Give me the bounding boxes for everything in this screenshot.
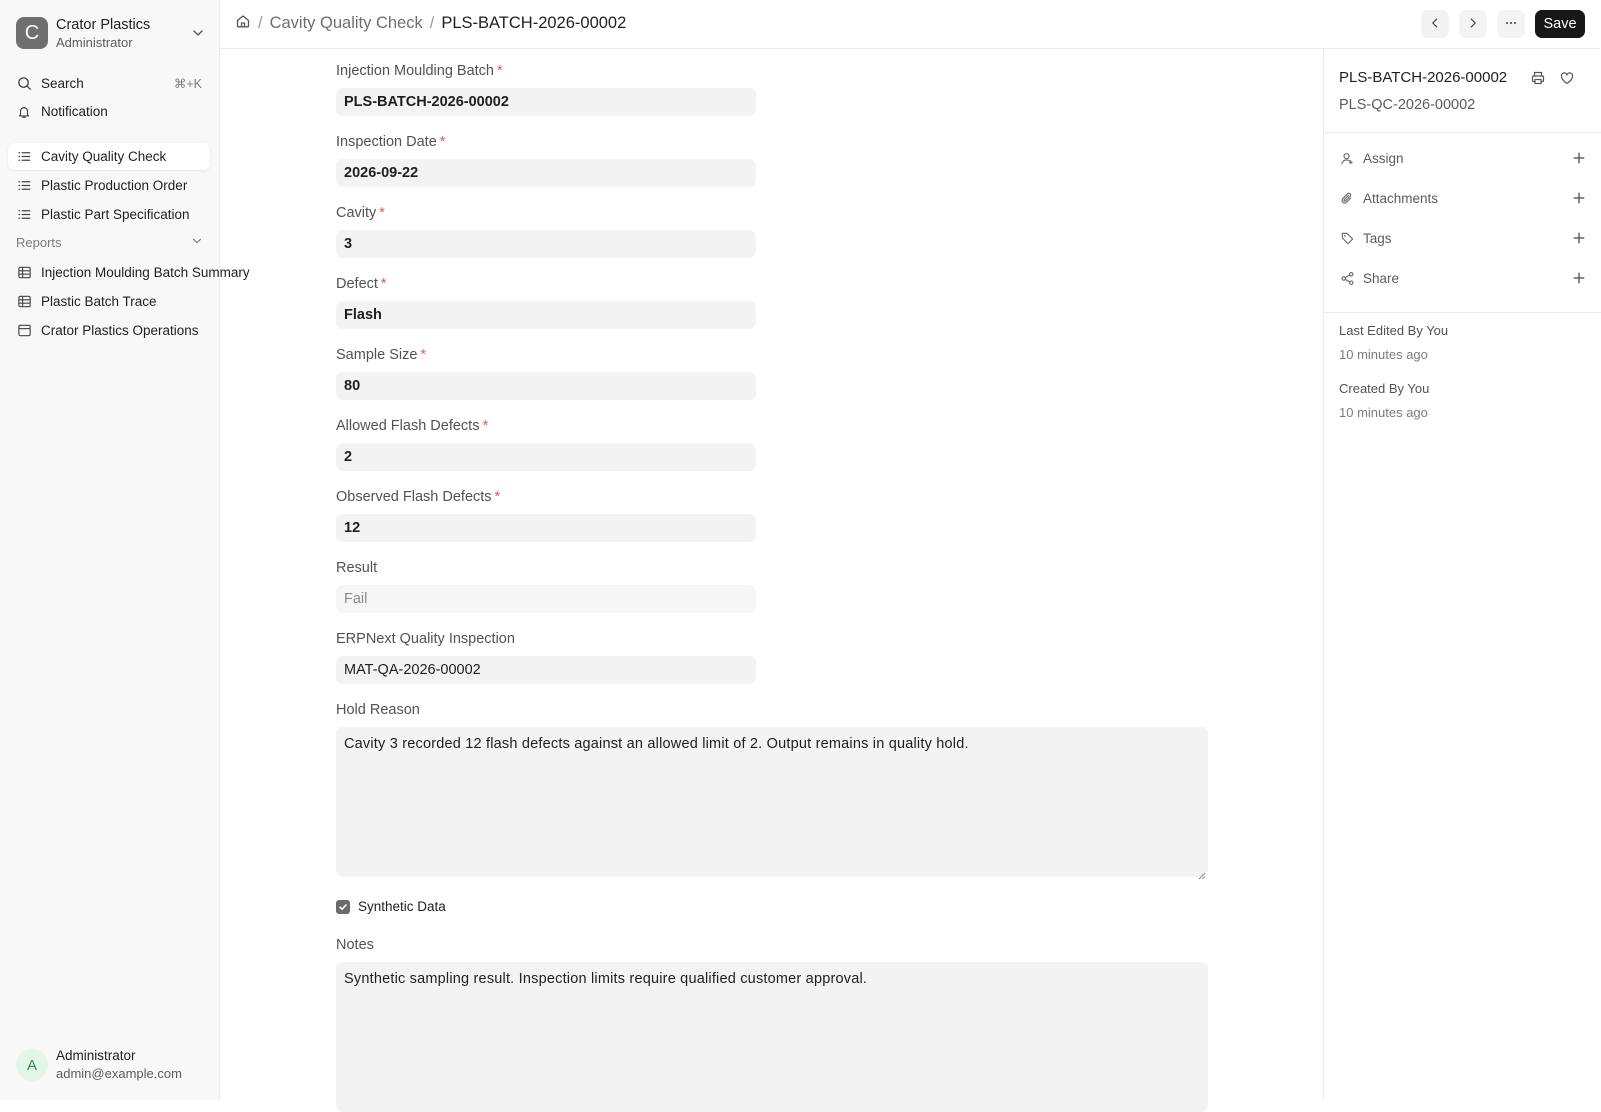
plus-icon[interactable] [1571,150,1587,166]
notes-field[interactable] [336,962,1208,1112]
save-button[interactable]: Save [1535,10,1585,38]
result-label: Result [336,560,378,576]
result-field: Fail [336,585,756,613]
synthetic-data-label: Synthetic Data [358,899,446,914]
search-shortcut: ⌘+K [173,77,202,91]
chevron-left-icon [1428,16,1442,33]
erpnext-qi-field[interactable]: MAT-QA-2026-00002 [336,656,756,684]
sidebar-item-plastic-production-order[interactable] [8,172,210,199]
chevron-right-icon [1466,16,1480,33]
reports-section-label: Reports [16,235,62,250]
notes-label: Notes [336,937,374,953]
heart-icon[interactable] [1558,69,1576,87]
tags-label: Tags [1363,230,1392,246]
cavity-label: Cavity * [336,205,385,221]
tags-row[interactable] [1339,226,1587,250]
divider [1324,132,1601,133]
created-time: 10 minutes ago [1339,405,1428,420]
inspection-date-field[interactable]: 2026-09-22 [336,159,756,187]
sidebar-item-cavity-quality-check[interactable] [8,143,210,170]
user-email: admin@example.com [56,1066,182,1081]
sidebar-item-label: Plastic Part Specification [41,207,190,222]
defect-label: Defect * [336,276,387,292]
divider [1324,312,1601,313]
breadcrumb-doctype[interactable]: Cavity Quality Check [269,14,423,32]
paperclip-icon [1339,190,1355,206]
sidebar-report-injection-moulding-batch[interactable] [8,259,250,286]
sidebar-item-label: Crator Plastics Operations [41,323,199,338]
last-edited-time: 10 minutes ago [1339,347,1428,362]
sidebar-notification-label: Notification [41,104,108,119]
created-label: Created By You [1339,381,1430,396]
hold-reason-field[interactable] [336,727,1208,877]
sidebar [0,0,250,1100]
plus-icon[interactable] [1571,270,1587,286]
document-title: PLS-BATCH-2026-00002 [1339,69,1508,86]
avatar: A [16,1049,48,1081]
search-icon [16,76,32,92]
workspace-role: Administrator [56,34,133,50]
sidebar-panel [1323,49,1600,1100]
list-icon [16,178,32,194]
cavity-field[interactable]: 3 [336,230,756,258]
observed-defects-field[interactable]: 12 [336,514,756,542]
print-icon[interactable] [1529,69,1547,87]
user-icon [1339,150,1355,166]
table-icon [16,294,32,310]
home-icon[interactable] [235,13,251,34]
defect-field[interactable]: Flash [336,301,756,329]
breadcrumb-separator: / [258,14,263,32]
breadcrumb [235,13,626,34]
batch-label: Injection Moulding Batch * [336,63,503,79]
form-body [220,49,1323,1100]
dashboard-icon [16,323,32,339]
user-menu[interactable] [16,1047,182,1083]
next-button[interactable] [1459,10,1487,38]
checkbox-checked-icon [336,900,350,914]
document-name: PLS-QC-2026-00002 [1339,97,1476,113]
breadcrumb-separator: / [429,14,435,32]
inspection-date-label: Inspection Date * [336,134,446,150]
chevron-down-icon [190,234,204,251]
sidebar-report-crator-plastics-operations[interactable] [8,317,210,344]
sidebar-item-label: Plastic Batch Trace [41,294,157,309]
attachments-label: Attachments [1363,190,1439,206]
allowed-defects-field[interactable]: 2 [336,443,756,471]
synthetic-data-checkbox[interactable] [336,899,446,914]
list-icon [16,149,32,165]
resize-handle-icon[interactable] [1198,867,1206,875]
sidebar-item-label: Plastic Production Order [41,178,188,193]
sidebar-item-label: Cavity Quality Check [41,149,167,164]
allowed-defects-label: Allowed Flash Defects * [336,418,489,434]
erpnext-qi-label: ERPNext Quality Inspection [336,631,515,647]
notes-text: Synthetic sampling result. Inspection limits require qualified customer approval. [344,971,868,987]
more-horizontal-icon [1504,16,1518,33]
previous-button[interactable] [1421,10,1449,38]
plus-icon[interactable] [1571,190,1587,206]
sidebar-search[interactable] [8,70,210,97]
tag-icon [1339,230,1355,246]
plus-icon[interactable] [1571,230,1587,246]
sidebar-report-plastic-batch-trace[interactable] [8,288,210,315]
sidebar-item-plastic-part-specification[interactable] [8,201,210,228]
workspace-name: Crator Plastics [56,16,151,33]
attachments-row[interactable] [1339,186,1587,210]
sample-size-field[interactable]: 80 [336,372,756,400]
chevron-down-icon [190,25,206,41]
batch-field[interactable]: PLS-BATCH-2026-00002 [336,88,756,116]
reports-section-toggle[interactable] [16,234,204,251]
table-icon [16,265,32,281]
page-title: PLS-BATCH-2026-00002 [441,14,627,32]
last-edited-label: Last Edited By You [1339,323,1449,338]
topbar [220,0,1600,49]
list-icon [16,207,32,223]
bell-icon [16,104,32,120]
workspace-avatar: C [16,17,48,49]
hold-reason-text: Cavity 3 recorded 12 flash defects against an allowed limit of 2. Output remains in quality hold. [344,736,969,752]
observed-defects-label: Observed Flash Defects * [336,489,501,505]
share-row[interactable] [1339,266,1587,290]
sidebar-notification[interactable] [8,98,210,125]
user-name: Administrator [56,1048,136,1063]
assign-label: Assign [1363,150,1404,166]
hold-reason-label: Hold Reason [336,702,420,718]
sidebar-item-label: Injection Moulding Batch Summary [41,265,250,280]
more-actions-button[interactable] [1497,10,1525,38]
sidebar-search-label: Search [41,76,84,91]
assign-row[interactable] [1339,146,1587,170]
workspace-switcher[interactable] [16,16,206,50]
share-label: Share [1363,270,1400,286]
share-icon [1339,270,1355,286]
sample-size-label: Sample Size * [336,347,427,363]
